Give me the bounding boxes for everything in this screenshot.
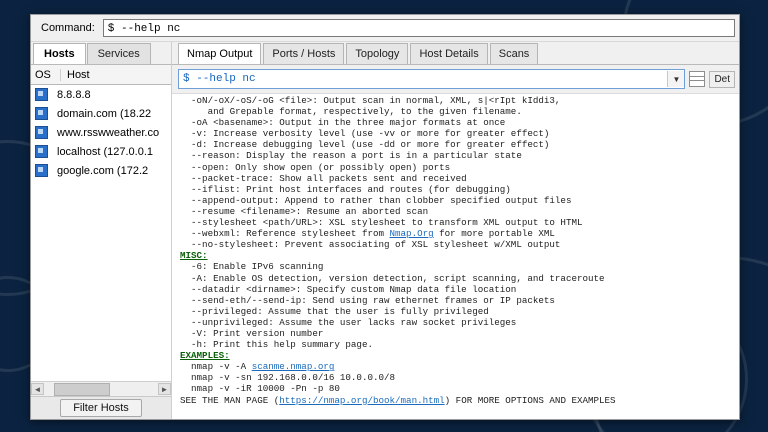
command-combobox-value: $ --help nc bbox=[183, 73, 256, 85]
zenmap-window bbox=[30, 14, 740, 420]
os-icon bbox=[35, 164, 48, 177]
list-item[interactable] bbox=[31, 85, 171, 104]
column-header-host[interactable]: Host bbox=[67, 68, 90, 81]
output-panel bbox=[172, 42, 739, 419]
os-icon bbox=[35, 107, 48, 120]
tab-nmap-output[interactable]: Nmap Output bbox=[178, 43, 261, 64]
host-name: 8.8.8.8 bbox=[57, 88, 91, 101]
filter-hosts-button[interactable]: Filter Hosts bbox=[60, 399, 142, 417]
tab-ports-hosts[interactable]: Ports / Hosts bbox=[263, 43, 344, 64]
list-view-icon[interactable] bbox=[689, 71, 705, 87]
nmap-output-text: -oN/-oX/-oS/-oG <file>: Output scan in normal, XML, s|<rIpt kIddi3, and Grepable format, respectively, to the given filename. -oA <basename>: Output in the three major formats at once -v: Increase verbosity level (use -vv or more for greater effect) -d: Increase debugging level (use -dd or more for greater effect) --reason: Display the reason a port is in a particular state --open: Only show open (or possibly open) ports --packet-trace: Show all packets sent and received --iflist: Print host interfaces and routes (for debugging) --append-output: Append to rather than clobber specified output files --resume <filename>: Resume an aborted scan --stylesheet <path/URL>: XSL stylesheet to transform XML output to HTML --webxml: Reference stylesheet from Nmap.Org for more portable XML --no-stylesheet: Prevent associating of XSL stylesheet w/XML output MISC: -6: Enable IPv6 scanning -A: Enable OS detection, version detection, script scanning, and traceroute --datadir <dirname>: Specify custom Nmap data file location --send-eth/--send-ip: Send using raw ethernet frames or IP packets --privileged: Assume that the user is fully privileged --unprivileged: Assume the user lacks raw socket privileges -V: Print version number -h: Print this help summary page. EXAMPLES: nmap -v -A scanme.nmap.org nmap -v -sn 192.168.0.0/16 10.0.0.0/8 nmap -v -iR 10000 -Pn -p 80 SEE THE MAN PAGE (https://nmap.org/book/man.html) FOR MORE OPTIONS AND EXAMPLES bbox=[180, 95, 616, 406]
filter-bar bbox=[31, 396, 171, 419]
list-item[interactable] bbox=[31, 142, 171, 161]
tab-topology[interactable]: Topology bbox=[346, 43, 408, 64]
command-label: Command: bbox=[41, 22, 95, 34]
tab-host-details[interactable]: Host Details bbox=[410, 43, 487, 64]
main-body bbox=[31, 42, 739, 419]
host-name: domain.com (18.22 bbox=[57, 107, 152, 120]
command-combobox[interactable] bbox=[178, 69, 685, 89]
os-icon bbox=[35, 145, 48, 158]
hosts-services-tabs bbox=[31, 42, 171, 64]
output-tabs bbox=[172, 42, 739, 65]
column-header-os[interactable]: OS bbox=[31, 69, 61, 81]
os-icon bbox=[35, 88, 48, 101]
list-item[interactable] bbox=[31, 104, 171, 123]
chevron-down-icon[interactable]: ▼ bbox=[667, 71, 684, 87]
scroll-left-icon[interactable]: ◄ bbox=[31, 383, 44, 395]
os-icon bbox=[35, 126, 48, 139]
hosts-panel bbox=[31, 42, 172, 419]
list-item[interactable] bbox=[31, 123, 171, 142]
tab-scans[interactable]: Scans bbox=[490, 43, 539, 64]
host-list-horizontal-scrollbar[interactable] bbox=[31, 381, 171, 396]
tab-hosts[interactable]: Hosts bbox=[33, 43, 86, 64]
host-name: google.com (172.2 bbox=[57, 164, 149, 177]
command-selector-row bbox=[172, 65, 739, 93]
list-item[interactable] bbox=[31, 161, 171, 180]
details-button[interactable]: Det bbox=[709, 71, 735, 88]
host-list[interactable] bbox=[31, 85, 171, 381]
host-name: localhost (127.0.0.1 bbox=[57, 145, 154, 158]
nmap-output-area[interactable] bbox=[172, 93, 739, 419]
scroll-right-icon[interactable]: ► bbox=[158, 383, 171, 395]
host-list-header bbox=[31, 64, 171, 85]
command-bar bbox=[31, 15, 739, 42]
host-name: www.rsswweather.co bbox=[57, 126, 160, 139]
command-input[interactable]: $ --help nc bbox=[103, 19, 735, 37]
tab-services[interactable]: Services bbox=[87, 43, 151, 64]
scrollbar-thumb[interactable] bbox=[54, 383, 110, 396]
